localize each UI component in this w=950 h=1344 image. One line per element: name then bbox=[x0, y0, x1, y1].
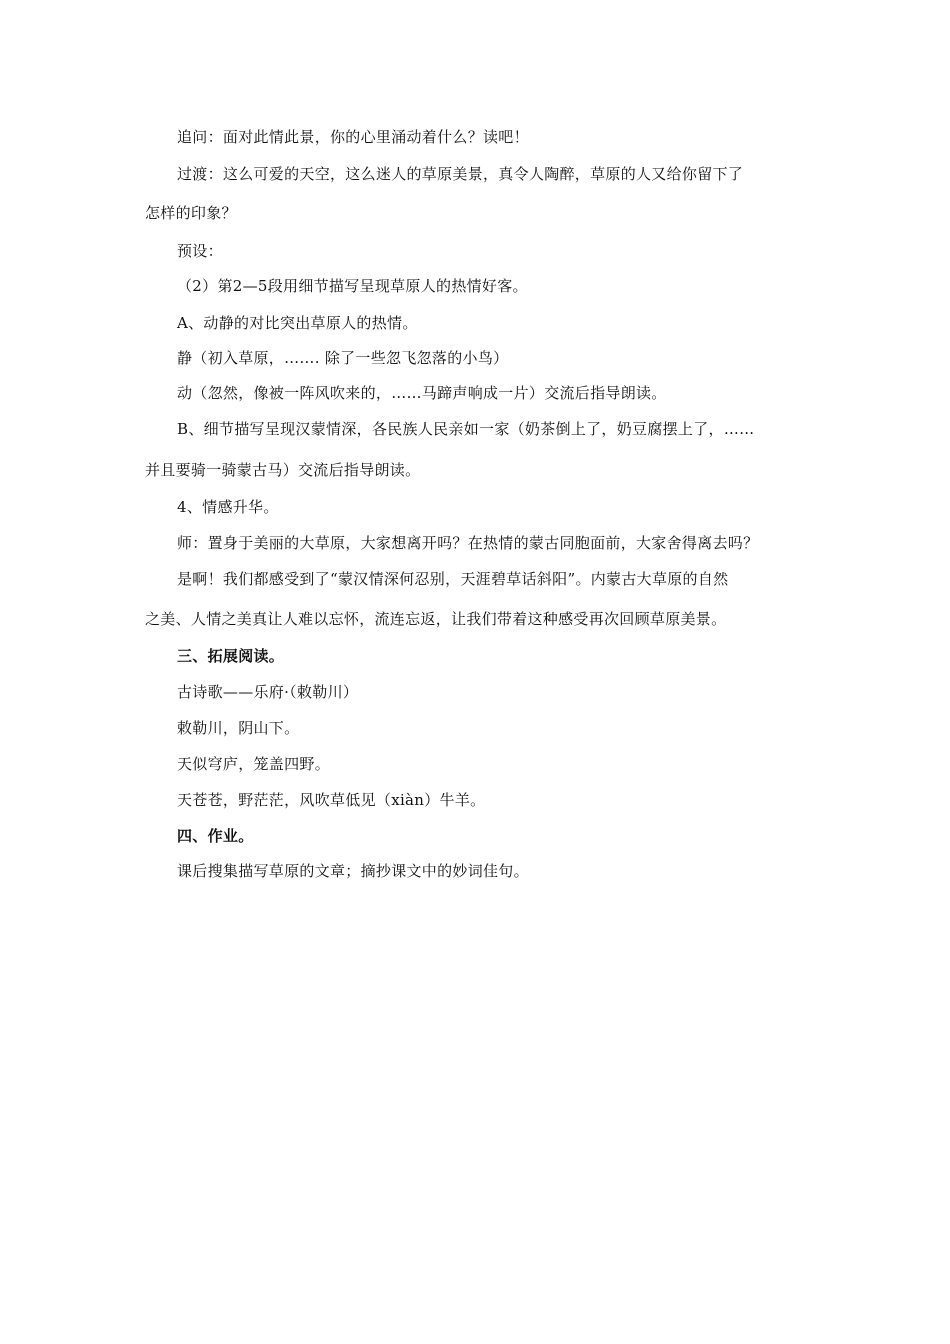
paragraph-dynamic: 动（忽然，像被一阵风吹来的，……马蹄声响成一片）交流后指导朗读。 bbox=[177, 384, 667, 402]
heading-extended-reading: 三、拓展阅读。 bbox=[177, 647, 285, 665]
paragraph-homework: 课后搜集描写草原的文章；摘抄课文中的妙词佳句。 bbox=[177, 862, 529, 880]
paragraph-transition-line-2: 怎样的印象？ bbox=[145, 204, 237, 222]
paragraph-summary-line-1: 是啊！我们都感受到了“蒙汉情深何忍别，天涯碧草话斜阳”。内蒙古大草原的自然 bbox=[177, 570, 729, 588]
poem-line-3: 天苍苍，野茫茫，风吹草低见（xiàn）牛羊。 bbox=[177, 791, 486, 809]
paragraph-transition-line-1: 过渡：这么可爱的天空，这么迷人的草原美景，真令人陶醉，草原的人又给你留下了 bbox=[177, 165, 744, 183]
heading-homework: 四、作业。 bbox=[177, 827, 254, 845]
poem-line-1: 敕勒川，阴山下。 bbox=[177, 719, 300, 737]
paragraph-summary-line-2: 之美、人情之美真让人难以忘怀，流连忘返，让我们带着这种感受再次回顾草原美景。 bbox=[145, 610, 727, 628]
paragraph-preset: 预设： bbox=[177, 242, 223, 260]
poem-title: 古诗歌——乐府·（敕勒川） bbox=[177, 683, 359, 701]
paragraph-section-2-5: （2）第2—5段用细节描写呈现草原人的热情好客。 bbox=[177, 277, 528, 295]
paragraph-teacher-question: 师：置身于美丽的大草原，大家想离开吗？在热情的蒙古同胞面前，大家舍得离去吗？ bbox=[177, 534, 759, 552]
paragraph-static: 静（初入草原，……. 除了一些忽飞忽落的小鸟） bbox=[177, 349, 509, 367]
paragraph-point-a: A、动静的对比突出草原人的热情。 bbox=[177, 314, 418, 332]
poem-line-2: 天似穹庐，笼盖四野。 bbox=[177, 755, 331, 773]
paragraph-step-4: 4、情感升华。 bbox=[177, 498, 279, 516]
paragraph-point-b-line-1: B、细节描写呈现汉蒙情深，各民族人民亲如一家（奶茶倒上了，奶豆腐摆上了，…… bbox=[177, 420, 755, 438]
paragraph-point-b-line-2: 并且要骑一骑蒙古马）交流后指导朗读。 bbox=[145, 461, 421, 479]
paragraph-followup-question: 追问：面对此情此景，你的心里涌动着什么？读吧！ bbox=[177, 128, 529, 146]
